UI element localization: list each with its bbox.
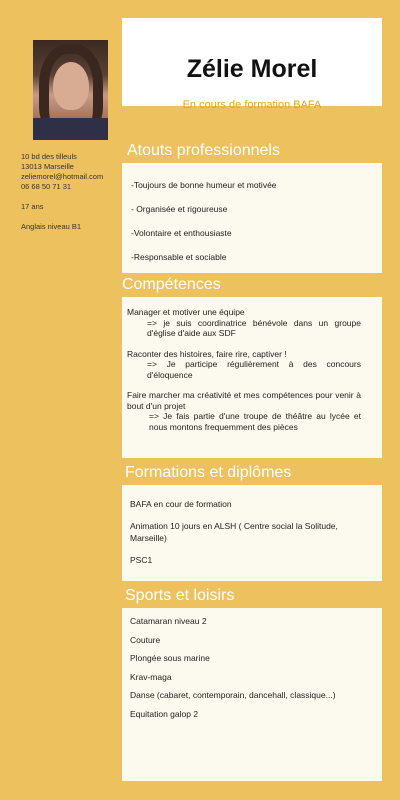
formation-item: PSC1 — [130, 555, 153, 565]
section-title-loisirs: Sports et loisirs — [125, 587, 235, 604]
competence-item — [127, 390, 361, 432]
competence-skill: Faire marcher ma créativité et mes compétences pour venir à bout d'un projet — [127, 390, 361, 411]
atout-item: - Organisée et rigoureuse — [131, 204, 228, 214]
competence-skill: Manager et motiver une équipe — [127, 307, 245, 317]
section-title-atouts: Atouts professionnels — [127, 142, 280, 159]
person-subtitle: En cours de formation BAFA — [182, 99, 322, 111]
loisir-item: Plongée sous marine — [130, 653, 210, 663]
section-formations — [122, 485, 382, 581]
section-title-formations: Formations et diplômes — [125, 464, 292, 481]
email: zeliemorel@hotmail.com — [21, 172, 104, 181]
age: 17 ans — [21, 202, 44, 211]
loisir-item: Equitation galop 2 — [130, 708, 199, 719]
competence-detail: => Je participe régulièrement à des concours d'éloquence — [147, 359, 361, 380]
competence-detail: => je suis coordinatrice bénévole dans un groupe d'église d'aide aux SDF — [147, 317, 361, 338]
competence-detail: => Je fais partie d'une troupe de théâtre au lycée et nous montons frequemment des pièces — [149, 411, 361, 432]
address-line1: 10 bd des tilleuls — [21, 152, 77, 161]
language: Anglais niveau B1 — [21, 222, 82, 231]
competence-skill: Raconter des histoires, faire rire, captiver ! — [127, 348, 287, 359]
person-name: Zélie Morel — [186, 55, 318, 83]
section-loisirs — [122, 608, 382, 781]
loisir-item: Krav-maga — [130, 671, 172, 682]
atout-item: -Volontaire et enthousiaste — [131, 228, 232, 238]
profile-photo — [33, 40, 108, 140]
contact-info — [21, 152, 119, 232]
competence-item — [127, 307, 361, 339]
address-line2: 13013 Marseille — [21, 162, 74, 171]
competence-item — [127, 349, 361, 381]
photo-face — [53, 62, 89, 110]
atout-item: -Toujours de bonne humeur et motivée — [131, 180, 277, 190]
header-card — [122, 18, 382, 106]
section-atouts — [122, 163, 382, 273]
loisir-item: Catamaran niveau 2 — [130, 616, 207, 626]
section-competences — [122, 297, 382, 458]
photo-shirt — [33, 118, 108, 140]
atout-item: -Responsable et sociable — [131, 252, 227, 262]
phone: 06 68 50 71 31 — [21, 182, 72, 191]
loisir-item: Danse (cabaret, contemporain, dancehall, classique...) — [130, 690, 336, 700]
formation-item: BAFA en cour de formation — [130, 499, 232, 509]
section-title-competences: Compétences — [122, 276, 221, 293]
formation-item: Animation 10 jours en ALSH ( Centre social la Solitude, Marseille) — [130, 521, 338, 543]
loisir-item: Couture — [130, 634, 161, 645]
